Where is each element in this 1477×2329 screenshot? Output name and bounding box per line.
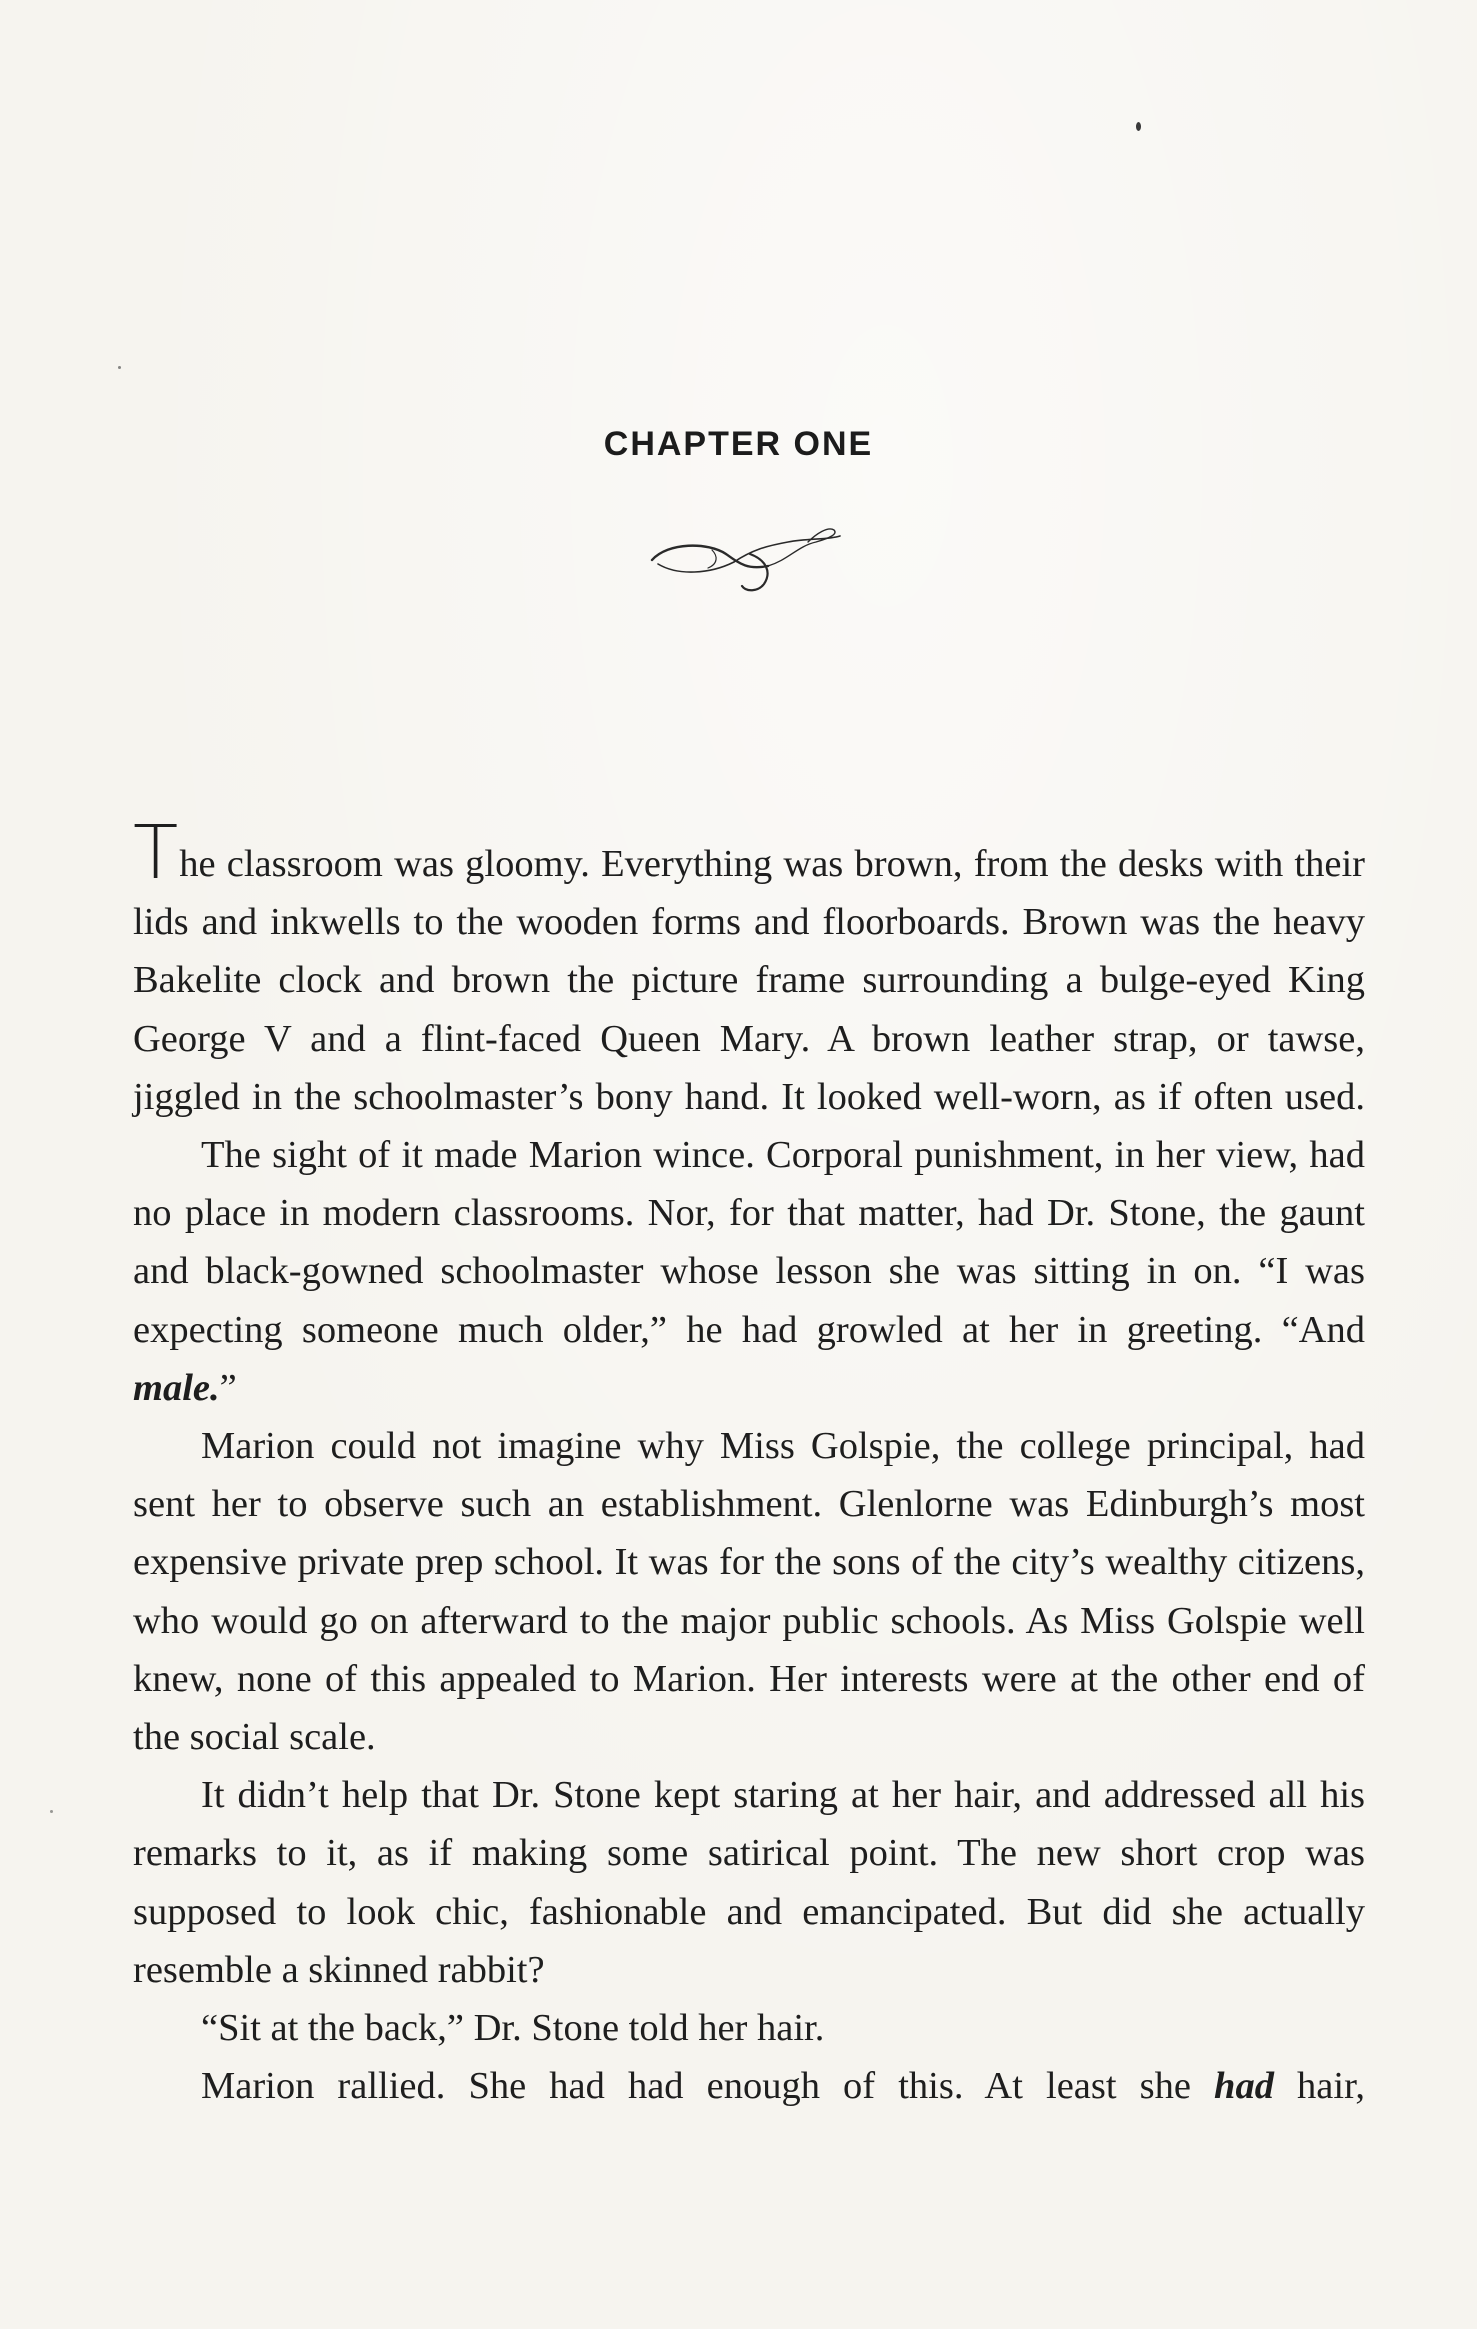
paragraph-text: Marion could not imagine why Miss Golspie, the college principal, had sent her to observe such an establishment. Glenlorne was Edinburgh’s most expensive private prep school. It was for the sons of the city’s wealthy citizens, who would go on afterward to the major public schools. As Miss Golspie well knew, none of this appealed to Marion. Her interests were at the other end of the social scale. bbox=[133, 1425, 1365, 1759]
paragraph-text: he classroom was gloomy. Everything was brown, from the desks with their lids and inkwells to the wooden forms and floorboards. Brown was the heavy Bakelite clock and brown the picture frame surrounding a bulge-eyed King George V and a flint-faced Queen Mary. A brown leather strap, or tawse, jiggled in the schoolmaster’s bony hand. It looked well-worn, as if often used. bbox=[133, 843, 1365, 1118]
drop-cap: T bbox=[133, 810, 179, 896]
emphasized-word: male. bbox=[133, 1366, 220, 1409]
paragraph-text: The sight of it made Marion wince. Corporal punishment, in her view, had no place in modern classrooms. Nor, for that matter, had Dr. Stone, the gaunt and black-gowned schoolmaster whose lesson she was sitting in on. “I was expecting someone much older,” he had growled at her in greeting. “And bbox=[133, 1134, 1365, 1351]
paper-speck bbox=[50, 1810, 53, 1813]
chapter-heading: CHAPTER ONE bbox=[603, 424, 874, 463]
paragraph bbox=[133, 2057, 1365, 2115]
paragraph-text: It didn’t help that Dr. Stone kept staring at her hair, and addressed all his remarks to it, as if making some satirical point. The new short crop was supposed to look chic, fashionable and emancipated. But did she actually resemble a skinned rabbit? bbox=[133, 1774, 1365, 1991]
paragraph bbox=[133, 810, 1365, 1126]
paragraph bbox=[133, 1999, 1365, 2057]
paper-speck bbox=[1136, 122, 1141, 131]
emphasized-word: had bbox=[1214, 2065, 1274, 2108]
paragraph-text: Marion rallied. She had had enough of this. At least she bbox=[201, 2065, 1215, 2108]
paragraph-text: “Sit at the back,” Dr. Stone told her hair. bbox=[201, 2007, 825, 2050]
paper-speck bbox=[118, 366, 121, 369]
paragraph bbox=[133, 1126, 1365, 1417]
paragraph-text: hair, bbox=[1273, 2065, 1365, 2108]
paragraph bbox=[133, 1417, 1365, 1766]
flourish-ornament-icon bbox=[648, 520, 848, 600]
paragraph bbox=[133, 1766, 1365, 1999]
chapter-body bbox=[133, 810, 1365, 2115]
paragraph-text: ” bbox=[219, 1366, 237, 1409]
